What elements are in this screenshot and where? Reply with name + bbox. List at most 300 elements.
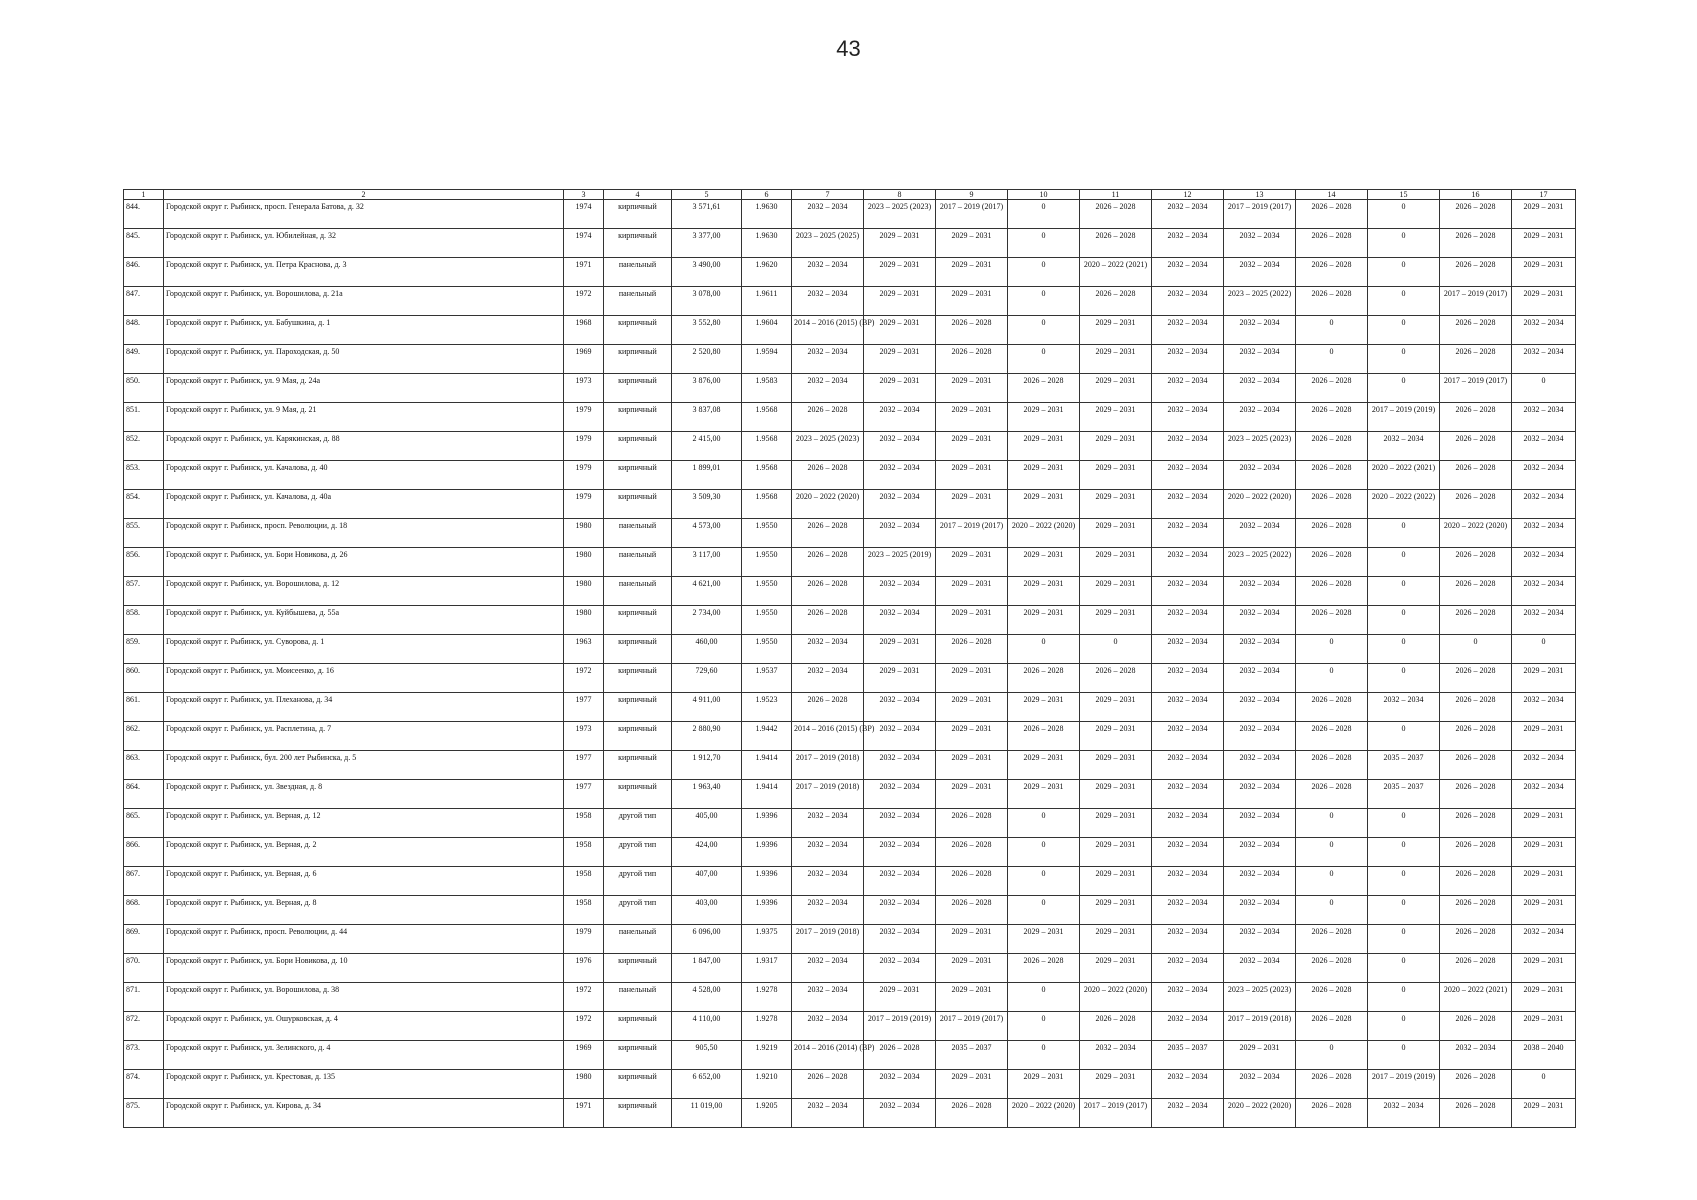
table-cell-col9: 2017 – 2019 (2017) (936, 200, 1008, 229)
table-cell-col5: 2 415,00 (672, 432, 742, 461)
table-cell-col5: 6 096,00 (672, 925, 742, 954)
table-cell-col17: 2032 – 2034 (1512, 577, 1576, 606)
table-cell-col15: 2020 – 2022 (2021) (1368, 461, 1440, 490)
table-cell-col12: 2032 – 2034 (1152, 983, 1224, 1012)
table-cell-col11: 2029 – 2031 (1080, 548, 1152, 577)
table-cell-col6: 1.9375 (742, 925, 792, 954)
table-cell-col7: 2020 – 2022 (2020) (792, 490, 864, 519)
table-cell-col7: 2026 – 2028 (792, 461, 864, 490)
table-cell-col17: 0 (1512, 635, 1576, 664)
table-cell-col11: 2029 – 2031 (1080, 954, 1152, 983)
table-cell-col11: 2017 – 2019 (2017) (1080, 1099, 1152, 1128)
table-cell-col6: 1.9550 (742, 635, 792, 664)
table-cell-col16: 2032 – 2034 (1440, 1041, 1512, 1070)
table-cell-col16: 2026 – 2028 (1440, 258, 1512, 287)
table-cell-col4: кирпичный (604, 432, 672, 461)
table-cell-col11: 2029 – 2031 (1080, 780, 1152, 809)
table-cell-col7: 2014 – 2016 (2014) (ВР) (792, 1041, 864, 1070)
table-cell-col14: 2026 – 2028 (1296, 780, 1368, 809)
table-cell-col2: Городской округ г. Рыбинск, ул. Качалова, д. 40 (164, 461, 564, 490)
table-cell-col13: 2023 – 2025 (2022) (1224, 287, 1296, 316)
table-cell-col3: 1971 (564, 1099, 604, 1128)
table-cell-col11: 2029 – 2031 (1080, 838, 1152, 867)
table-cell-col17: 2032 – 2034 (1512, 780, 1576, 809)
table-cell-col16: 2026 – 2028 (1440, 809, 1512, 838)
column-header-3: 3 (564, 190, 604, 200)
table-cell-col6: 1.9219 (742, 1041, 792, 1070)
table-cell-col2: Городской округ г. Рыбинск, ул. Куйбышева, д. 55а (164, 606, 564, 635)
table-body (124, 200, 1576, 1128)
table-cell-col16: 2026 – 2028 (1440, 577, 1512, 606)
table-cell-col5: 1 963,40 (672, 780, 742, 809)
table-cell-col1: 850. (124, 374, 164, 403)
table-cell-col4: кирпичный (604, 229, 672, 258)
table-cell-col9: 2029 – 2031 (936, 548, 1008, 577)
table-cell-col6: 1.9550 (742, 519, 792, 548)
column-header-14: 14 (1296, 190, 1368, 200)
table-row (124, 954, 1576, 983)
table-cell-col11: 2032 – 2034 (1080, 1041, 1152, 1070)
table-cell-col12: 2032 – 2034 (1152, 751, 1224, 780)
table-cell-col17: 2029 – 2031 (1512, 896, 1576, 925)
table-cell-col14: 2026 – 2028 (1296, 548, 1368, 577)
table-cell-col4: панельный (604, 548, 672, 577)
table-cell-col12: 2032 – 2034 (1152, 954, 1224, 983)
table-cell-col6: 1.9550 (742, 606, 792, 635)
table-cell-col6: 1.9630 (742, 200, 792, 229)
table-cell-col17: 2032 – 2034 (1512, 316, 1576, 345)
table-cell-col15: 0 (1368, 867, 1440, 896)
table-cell-col6: 1.9414 (742, 751, 792, 780)
table-cell-col8: 2032 – 2034 (864, 954, 936, 983)
table-cell-col12: 2032 – 2034 (1152, 809, 1224, 838)
table-cell-col2: Городской округ г. Рыбинск, ул. Юбилейная, д. 32 (164, 229, 564, 258)
table-cell-col16: 2026 – 2028 (1440, 780, 1512, 809)
table-cell-col16: 2020 – 2022 (2021) (1440, 983, 1512, 1012)
table-cell-col10: 2029 – 2031 (1008, 461, 1080, 490)
table-cell-col10: 0 (1008, 345, 1080, 374)
table-cell-col12: 2032 – 2034 (1152, 896, 1224, 925)
table-cell-col13: 2032 – 2034 (1224, 664, 1296, 693)
table-cell-col3: 1980 (564, 519, 604, 548)
table-cell-col16: 2026 – 2028 (1440, 345, 1512, 374)
table-cell-col6: 1.9620 (742, 258, 792, 287)
table-cell-col2: Городской округ г. Рыбинск, ул. Качалова, д. 40а (164, 490, 564, 519)
table-cell-col6: 1.9210 (742, 1070, 792, 1099)
table-cell-col3: 1968 (564, 316, 604, 345)
table-cell-col14: 2026 – 2028 (1296, 287, 1368, 316)
table-cell-col2: Городской округ г. Рыбинск, ул. Крестовая, д. 135 (164, 1070, 564, 1099)
table-cell-col1: 860. (124, 664, 164, 693)
table-cell-col7: 2032 – 2034 (792, 664, 864, 693)
table-cell-col14: 2026 – 2028 (1296, 1012, 1368, 1041)
table-cell-col5: 3 490,00 (672, 258, 742, 287)
table-cell-col3: 1958 (564, 809, 604, 838)
table-cell-col3: 1980 (564, 577, 604, 606)
table-cell-col16: 2026 – 2028 (1440, 925, 1512, 954)
table-cell-col3: 1972 (564, 983, 604, 1012)
table-cell-col8: 2023 – 2025 (2023) (864, 200, 936, 229)
table-cell-col12: 2032 – 2034 (1152, 780, 1224, 809)
table-cell-col2: Городской округ г. Рыбинск, просп. Революции, д. 18 (164, 519, 564, 548)
table-cell-col17: 2029 – 2031 (1512, 287, 1576, 316)
table-cell-col7: 2014 – 2016 (2015) (ВР) (792, 722, 864, 751)
table-cell-col3: 1980 (564, 548, 604, 577)
table-cell-col3: 1958 (564, 867, 604, 896)
table-row (124, 374, 1576, 403)
table-cell-col14: 0 (1296, 316, 1368, 345)
table-cell-col9: 2035 – 2037 (936, 1041, 1008, 1070)
table-cell-col15: 0 (1368, 229, 1440, 258)
table-cell-col14: 2026 – 2028 (1296, 983, 1368, 1012)
table-cell-col15: 0 (1368, 200, 1440, 229)
table-cell-col13: 2032 – 2034 (1224, 374, 1296, 403)
table-cell-col9: 2029 – 2031 (936, 780, 1008, 809)
table-cell-col13: 2023 – 2025 (2023) (1224, 983, 1296, 1012)
table-cell-col1: 870. (124, 954, 164, 983)
table-cell-col5: 3 509,30 (672, 490, 742, 519)
registry-table (123, 189, 1576, 1128)
column-header-4: 4 (604, 190, 672, 200)
table-cell-col9: 2026 – 2028 (936, 896, 1008, 925)
column-header-9: 9 (936, 190, 1008, 200)
table-cell-col2: Городской округ г. Рыбинск, бул. 200 лет Рыбинска, д. 5 (164, 751, 564, 780)
table-cell-col10: 2029 – 2031 (1008, 490, 1080, 519)
table-cell-col10: 2026 – 2028 (1008, 722, 1080, 751)
table-cell-col1: 859. (124, 635, 164, 664)
page-number: 43 (836, 36, 861, 61)
table-cell-col14: 2026 – 2028 (1296, 461, 1368, 490)
table-cell-col7: 2026 – 2028 (792, 577, 864, 606)
table-cell-col15: 0 (1368, 345, 1440, 374)
table-cell-col13: 2032 – 2034 (1224, 316, 1296, 345)
table-cell-col17: 2032 – 2034 (1512, 693, 1576, 722)
table-cell-col16: 2026 – 2028 (1440, 954, 1512, 983)
table-cell-col10: 2029 – 2031 (1008, 925, 1080, 954)
table-cell-col4: панельный (604, 983, 672, 1012)
table-cell-col2: Городской округ г. Рыбинск, ул. Суворова, д. 1 (164, 635, 564, 664)
table-cell-col1: 864. (124, 780, 164, 809)
table-cell-col5: 3 876,00 (672, 374, 742, 403)
table-cell-col11: 2026 – 2028 (1080, 200, 1152, 229)
table-cell-col11: 2029 – 2031 (1080, 432, 1152, 461)
table-cell-col16: 0 (1440, 635, 1512, 664)
table-cell-col15: 0 (1368, 896, 1440, 925)
table-row (124, 867, 1576, 896)
table-header-row (124, 190, 1576, 200)
table-cell-col9: 2026 – 2028 (936, 838, 1008, 867)
table-cell-col10: 0 (1008, 635, 1080, 664)
column-header-13: 13 (1224, 190, 1296, 200)
table-cell-col17: 0 (1512, 1070, 1576, 1099)
table-cell-col15: 0 (1368, 1012, 1440, 1041)
table-row (124, 664, 1576, 693)
table-cell-col1: 849. (124, 345, 164, 374)
table-row (124, 403, 1576, 432)
table-cell-col9: 2029 – 2031 (936, 925, 1008, 954)
table-cell-col11: 2020 – 2022 (2020) (1080, 983, 1152, 1012)
table-cell-col15: 2035 – 2037 (1368, 780, 1440, 809)
table-cell-col1: 865. (124, 809, 164, 838)
table-cell-col12: 2032 – 2034 (1152, 200, 1224, 229)
column-header-8: 8 (864, 190, 936, 200)
table-cell-col13: 2032 – 2034 (1224, 838, 1296, 867)
table-cell-col1: 867. (124, 867, 164, 896)
table-cell-col14: 0 (1296, 896, 1368, 925)
table-cell-col12: 2032 – 2034 (1152, 693, 1224, 722)
table-cell-col4: кирпичный (604, 200, 672, 229)
table-cell-col1: 855. (124, 519, 164, 548)
table-row (124, 229, 1576, 258)
table-cell-col6: 1.9278 (742, 983, 792, 1012)
table-cell-col10: 0 (1008, 316, 1080, 345)
table-cell-col2: Городской округ г. Рыбинск, ул. 9 Мая, д. 24а (164, 374, 564, 403)
table-cell-col17: 2029 – 2031 (1512, 954, 1576, 983)
table-cell-col8: 2029 – 2031 (864, 287, 936, 316)
table-cell-col12: 2032 – 2034 (1152, 867, 1224, 896)
table-cell-col12: 2032 – 2034 (1152, 1012, 1224, 1041)
table-cell-col12: 2032 – 2034 (1152, 461, 1224, 490)
table-cell-col3: 1963 (564, 635, 604, 664)
table-cell-col13: 2032 – 2034 (1224, 258, 1296, 287)
table-cell-col17: 2032 – 2034 (1512, 606, 1576, 635)
table-cell-col15: 0 (1368, 577, 1440, 606)
table-cell-col13: 2032 – 2034 (1224, 867, 1296, 896)
table-row (124, 548, 1576, 577)
table-cell-col16: 2026 – 2028 (1440, 229, 1512, 258)
table-cell-col16: 2026 – 2028 (1440, 1012, 1512, 1041)
table-cell-col17: 2029 – 2031 (1512, 1012, 1576, 1041)
table-cell-col1: 854. (124, 490, 164, 519)
table-cell-col17: 2029 – 2031 (1512, 983, 1576, 1012)
table-cell-col10: 2029 – 2031 (1008, 751, 1080, 780)
table-cell-col15: 0 (1368, 954, 1440, 983)
table-cell-col9: 2029 – 2031 (936, 722, 1008, 751)
table-cell-col3: 1977 (564, 693, 604, 722)
table-cell-col4: панельный (604, 577, 672, 606)
table-cell-col10: 0 (1008, 838, 1080, 867)
table-cell-col4: кирпичный (604, 374, 672, 403)
table-row (124, 751, 1576, 780)
table-cell-col11: 2029 – 2031 (1080, 519, 1152, 548)
table-cell-col9: 2029 – 2031 (936, 751, 1008, 780)
table-cell-col9: 2029 – 2031 (936, 664, 1008, 693)
table-cell-col9: 2029 – 2031 (936, 1070, 1008, 1099)
table-cell-col1: 863. (124, 751, 164, 780)
table-cell-col3: 1980 (564, 606, 604, 635)
table-cell-col12: 2032 – 2034 (1152, 403, 1224, 432)
table-cell-col7: 2026 – 2028 (792, 1070, 864, 1099)
table-cell-col7: 2032 – 2034 (792, 867, 864, 896)
table-cell-col16: 2026 – 2028 (1440, 403, 1512, 432)
table-cell-col2: Городской округ г. Рыбинск, ул. Карякинская, д. 88 (164, 432, 564, 461)
table-cell-col5: 3 837,08 (672, 403, 742, 432)
table-cell-col4: другой тип (604, 838, 672, 867)
table-cell-col4: кирпичный (604, 316, 672, 345)
table-cell-col7: 2032 – 2034 (792, 954, 864, 983)
table-cell-col11: 2029 – 2031 (1080, 316, 1152, 345)
table-cell-col17: 2029 – 2031 (1512, 200, 1576, 229)
table-cell-col4: панельный (604, 287, 672, 316)
table-cell-col1: 845. (124, 229, 164, 258)
table-cell-col16: 2026 – 2028 (1440, 838, 1512, 867)
table-cell-col10: 0 (1008, 1041, 1080, 1070)
column-header-7: 7 (792, 190, 864, 200)
table-cell-col10: 2029 – 2031 (1008, 548, 1080, 577)
table-cell-col8: 2032 – 2034 (864, 606, 936, 635)
table-cell-col13: 2032 – 2034 (1224, 809, 1296, 838)
table-cell-col12: 2032 – 2034 (1152, 432, 1224, 461)
table-row (124, 258, 1576, 287)
table-cell-col12: 2032 – 2034 (1152, 1070, 1224, 1099)
table-cell-col11: 2029 – 2031 (1080, 722, 1152, 751)
table-cell-col14: 2026 – 2028 (1296, 693, 1368, 722)
table-cell-col15: 2020 – 2022 (2022) (1368, 490, 1440, 519)
table-cell-col7: 2014 – 2016 (2015) (ВР) (792, 316, 864, 345)
table-cell-col3: 1977 (564, 780, 604, 809)
table-cell-col1: 875. (124, 1099, 164, 1128)
table-cell-col11: 2029 – 2031 (1080, 896, 1152, 925)
table-cell-col8: 2032 – 2034 (864, 1070, 936, 1099)
table-cell-col7: 2032 – 2034 (792, 983, 864, 1012)
table-cell-col2: Городской округ г. Рыбинск, ул. Ошурковская, д. 4 (164, 1012, 564, 1041)
table-cell-col5: 4 621,00 (672, 577, 742, 606)
table-cell-col3: 1958 (564, 896, 604, 925)
table-cell-col10: 2029 – 2031 (1008, 780, 1080, 809)
table-cell-col6: 1.9396 (742, 896, 792, 925)
table-cell-col15: 0 (1368, 925, 1440, 954)
table-cell-col13: 2023 – 2025 (2022) (1224, 548, 1296, 577)
table-cell-col9: 2026 – 2028 (936, 345, 1008, 374)
table-cell-col7: 2032 – 2034 (792, 258, 864, 287)
table-cell-col5: 2 880,90 (672, 722, 742, 751)
table-cell-col10: 2029 – 2031 (1008, 432, 1080, 461)
table-cell-col8: 2032 – 2034 (864, 780, 936, 809)
table-cell-col14: 2026 – 2028 (1296, 229, 1368, 258)
table-cell-col7: 2032 – 2034 (792, 809, 864, 838)
table-cell-col16: 2026 – 2028 (1440, 490, 1512, 519)
table-row (124, 925, 1576, 954)
table-cell-col13: 2032 – 2034 (1224, 461, 1296, 490)
table-cell-col15: 0 (1368, 287, 1440, 316)
table-cell-col14: 2026 – 2028 (1296, 432, 1368, 461)
table-cell-col16: 2020 – 2022 (2020) (1440, 519, 1512, 548)
column-header-16: 16 (1440, 190, 1512, 200)
table-cell-col13: 2017 – 2019 (2018) (1224, 1012, 1296, 1041)
table-cell-col13: 2032 – 2034 (1224, 751, 1296, 780)
table-cell-col15: 0 (1368, 809, 1440, 838)
table-cell-col13: 2017 – 2019 (2017) (1224, 200, 1296, 229)
table-cell-col13: 2032 – 2034 (1224, 722, 1296, 751)
table-cell-col13: 2032 – 2034 (1224, 635, 1296, 664)
table-cell-col15: 0 (1368, 722, 1440, 751)
table-cell-col10: 0 (1008, 809, 1080, 838)
table-cell-col17: 2032 – 2034 (1512, 519, 1576, 548)
table-cell-col11: 2029 – 2031 (1080, 925, 1152, 954)
table-cell-col5: 4 911,00 (672, 693, 742, 722)
table-cell-col4: кирпичный (604, 954, 672, 983)
table-cell-col2: Городской округ г. Рыбинск, ул. Зелинского, д. 4 (164, 1041, 564, 1070)
table-cell-col15: 2017 – 2019 (2019) (1368, 403, 1440, 432)
table-cell-col16: 2026 – 2028 (1440, 606, 1512, 635)
table-cell-col7: 2017 – 2019 (2018) (792, 925, 864, 954)
table-cell-col13: 2023 – 2025 (2023) (1224, 432, 1296, 461)
table-cell-col8: 2029 – 2031 (864, 258, 936, 287)
table-cell-col2: Городской округ г. Рыбинск, ул. Бори Новикова, д. 26 (164, 548, 564, 577)
table-cell-col4: другой тип (604, 896, 672, 925)
table-cell-col9: 2017 – 2019 (2017) (936, 519, 1008, 548)
table-cell-col2: Городской округ г. Рыбинск, ул. Пароходская, д. 50 (164, 345, 564, 374)
table-row (124, 809, 1576, 838)
table-cell-col10: 0 (1008, 983, 1080, 1012)
table-row (124, 838, 1576, 867)
table-cell-col4: кирпичный (604, 751, 672, 780)
table-cell-col6: 1.9537 (742, 664, 792, 693)
table-cell-col2: Городской округ г. Рыбинск, ул. Звездная, д. 8 (164, 780, 564, 809)
table-cell-col4: кирпичный (604, 1041, 672, 1070)
table-cell-col12: 2032 – 2034 (1152, 722, 1224, 751)
table-cell-col4: кирпичный (604, 606, 672, 635)
table-cell-col8: 2029 – 2031 (864, 374, 936, 403)
table-cell-col13: 2032 – 2034 (1224, 896, 1296, 925)
table-cell-col11: 2029 – 2031 (1080, 1070, 1152, 1099)
table-cell-col3: 1979 (564, 490, 604, 519)
table-cell-col4: кирпичный (604, 490, 672, 519)
table-cell-col13: 2032 – 2034 (1224, 1070, 1296, 1099)
table-cell-col15: 2017 – 2019 (2019) (1368, 1070, 1440, 1099)
table-cell-col5: 424,00 (672, 838, 742, 867)
table-cell-col13: 2020 – 2022 (2020) (1224, 490, 1296, 519)
table-row (124, 1099, 1576, 1128)
table-cell-col5: 460,00 (672, 635, 742, 664)
column-header-17: 17 (1512, 190, 1576, 200)
table-cell-col4: панельный (604, 258, 672, 287)
table-cell-col6: 1.9205 (742, 1099, 792, 1128)
table-cell-col4: кирпичный (604, 722, 672, 751)
table-cell-col17: 2029 – 2031 (1512, 1099, 1576, 1128)
table-cell-col5: 1 899,01 (672, 461, 742, 490)
table-cell-col5: 11 019,00 (672, 1099, 742, 1128)
table-cell-col1: 861. (124, 693, 164, 722)
table-cell-col2: Городской округ г. Рыбинск, ул. Верная, д. 6 (164, 867, 564, 896)
table-cell-col11: 2029 – 2031 (1080, 693, 1152, 722)
table-cell-col14: 2026 – 2028 (1296, 200, 1368, 229)
table-cell-col1: 853. (124, 461, 164, 490)
table-cell-col11: 2029 – 2031 (1080, 461, 1152, 490)
table-cell-col15: 0 (1368, 258, 1440, 287)
table-row (124, 577, 1576, 606)
table-cell-col5: 407,00 (672, 867, 742, 896)
table-cell-col8: 2032 – 2034 (864, 519, 936, 548)
table-cell-col9: 2026 – 2028 (936, 1099, 1008, 1128)
table-cell-col11: 2020 – 2022 (2021) (1080, 258, 1152, 287)
table-cell-col2: Городской округ г. Рыбинск, ул. Верная, д. 12 (164, 809, 564, 838)
table-cell-col14: 2026 – 2028 (1296, 954, 1368, 983)
table-cell-col7: 2032 – 2034 (792, 896, 864, 925)
table-cell-col2: Городской округ г. Рыбинск, просп. Генерала Батова, д. 32 (164, 200, 564, 229)
table-cell-col7: 2032 – 2034 (792, 200, 864, 229)
table-cell-col17: 2029 – 2031 (1512, 809, 1576, 838)
column-header-6: 6 (742, 190, 792, 200)
table-cell-col16: 2026 – 2028 (1440, 200, 1512, 229)
table-cell-col8: 2032 – 2034 (864, 925, 936, 954)
table-cell-col2: Городской округ г. Рыбинск, ул. Кирова, д. 34 (164, 1099, 564, 1128)
table-cell-col8: 2032 – 2034 (864, 1099, 936, 1128)
table-cell-col3: 1958 (564, 838, 604, 867)
table-cell-col7: 2026 – 2028 (792, 519, 864, 548)
table-cell-col16: 2026 – 2028 (1440, 751, 1512, 780)
table-cell-col3: 1980 (564, 1070, 604, 1099)
